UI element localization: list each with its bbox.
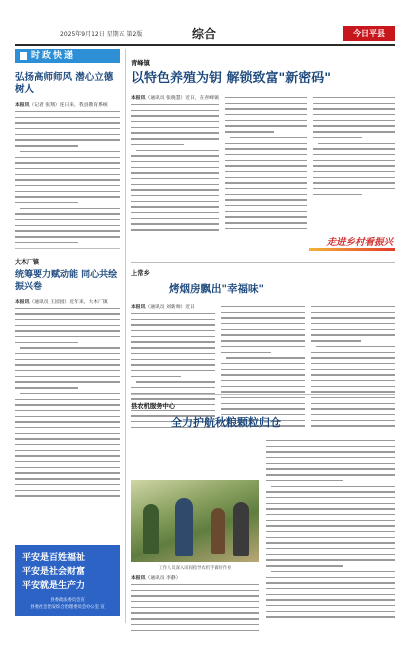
- right-story1-byline: [131, 94, 219, 101]
- right-story3: [131, 401, 395, 430]
- feature-stamp-text: 走进乡村看振兴: [326, 237, 393, 248]
- byline-text: （通讯员 王园园）近年来，大木厂镇: [29, 299, 108, 305]
- right-story1-body: [131, 94, 395, 235]
- slogan-box: [15, 545, 120, 616]
- right-story3-headline: 全力护航秋粮颗粒归仓: [171, 416, 281, 429]
- right-story2-kicker: 上常乡: [131, 270, 150, 277]
- right-divider-1: [131, 262, 395, 263]
- byline-reporter: 本报讯: [131, 96, 146, 101]
- left-story2: [15, 257, 120, 497]
- slogan-org1: 县委政法委员会宣: [50, 598, 85, 603]
- left-story1-headline: 弘扬高师师风 潜心立德树人: [15, 72, 114, 95]
- right-story1-kicker: 青峰镇: [131, 60, 150, 67]
- left-story2-byline: [15, 298, 120, 305]
- news-photo: [131, 480, 259, 562]
- issue-date: 2025年9月12日 星期五 第2版: [60, 31, 143, 38]
- byline-text: （通讯员 刘新帅）近日: [145, 305, 195, 310]
- column-banner: 时政快递: [15, 49, 120, 63]
- left-story1-body: [15, 111, 120, 243]
- left-column: [15, 49, 120, 501]
- right-story3-byline: [131, 574, 259, 581]
- byline-text: （通讯员 张晓慧）近日，在青峰镇: [145, 96, 219, 101]
- right-story3-kicker: 县农机服务中心: [131, 403, 176, 410]
- feature-stamp-bar: [309, 248, 395, 251]
- left-story2-body: [15, 308, 120, 497]
- right-story3-lead: [131, 574, 259, 635]
- left-story2-headline: 统筹要力赋动能 同心共绘振兴卷: [15, 269, 118, 292]
- byline-reporter: 本报讯: [131, 305, 146, 310]
- masthead: [15, 26, 395, 42]
- photo-caption: 工作人员深入田间指导农机手做好作业: [158, 566, 232, 571]
- slogan-line1: 平安是百姓福祉: [22, 553, 86, 563]
- left-divider: [15, 248, 120, 249]
- paper-logo: 今日平县: [343, 26, 395, 41]
- byline-text: （通讯员 李静）: [145, 576, 181, 581]
- byline-reporter: 本报讯: [15, 299, 30, 305]
- right-story2-headline: 烤烟房飘出"幸福味": [169, 283, 264, 295]
- left-story2-kicker: 大木厂镇: [15, 258, 40, 266]
- column-divider: [125, 49, 126, 623]
- byline-text: （记者 张翔）连日来，我县教育系统: [29, 103, 108, 108]
- right-story1: [131, 49, 395, 235]
- byline-reporter: 本报讯: [15, 103, 30, 108]
- masthead-rule: [15, 44, 395, 46]
- left-story1-byline: [15, 101, 120, 108]
- right-story2-byline: [131, 303, 215, 310]
- slogan-line3: 平安就是生产力: [22, 581, 86, 591]
- feature-stamp: [309, 224, 395, 258]
- slogan-line2: 平安是社会财富: [22, 567, 86, 577]
- right-story1-headline: 以特色养殖为钥 解锁致富"新密码": [131, 71, 332, 86]
- section-title: 综合: [192, 27, 217, 41]
- right-divider-2: [131, 394, 395, 395]
- byline-reporter: 本报讯: [131, 576, 146, 581]
- right-story3-body: [266, 437, 395, 622]
- slogan-org2: 县委社会治安综合治理委员会办公室 宣: [30, 605, 105, 610]
